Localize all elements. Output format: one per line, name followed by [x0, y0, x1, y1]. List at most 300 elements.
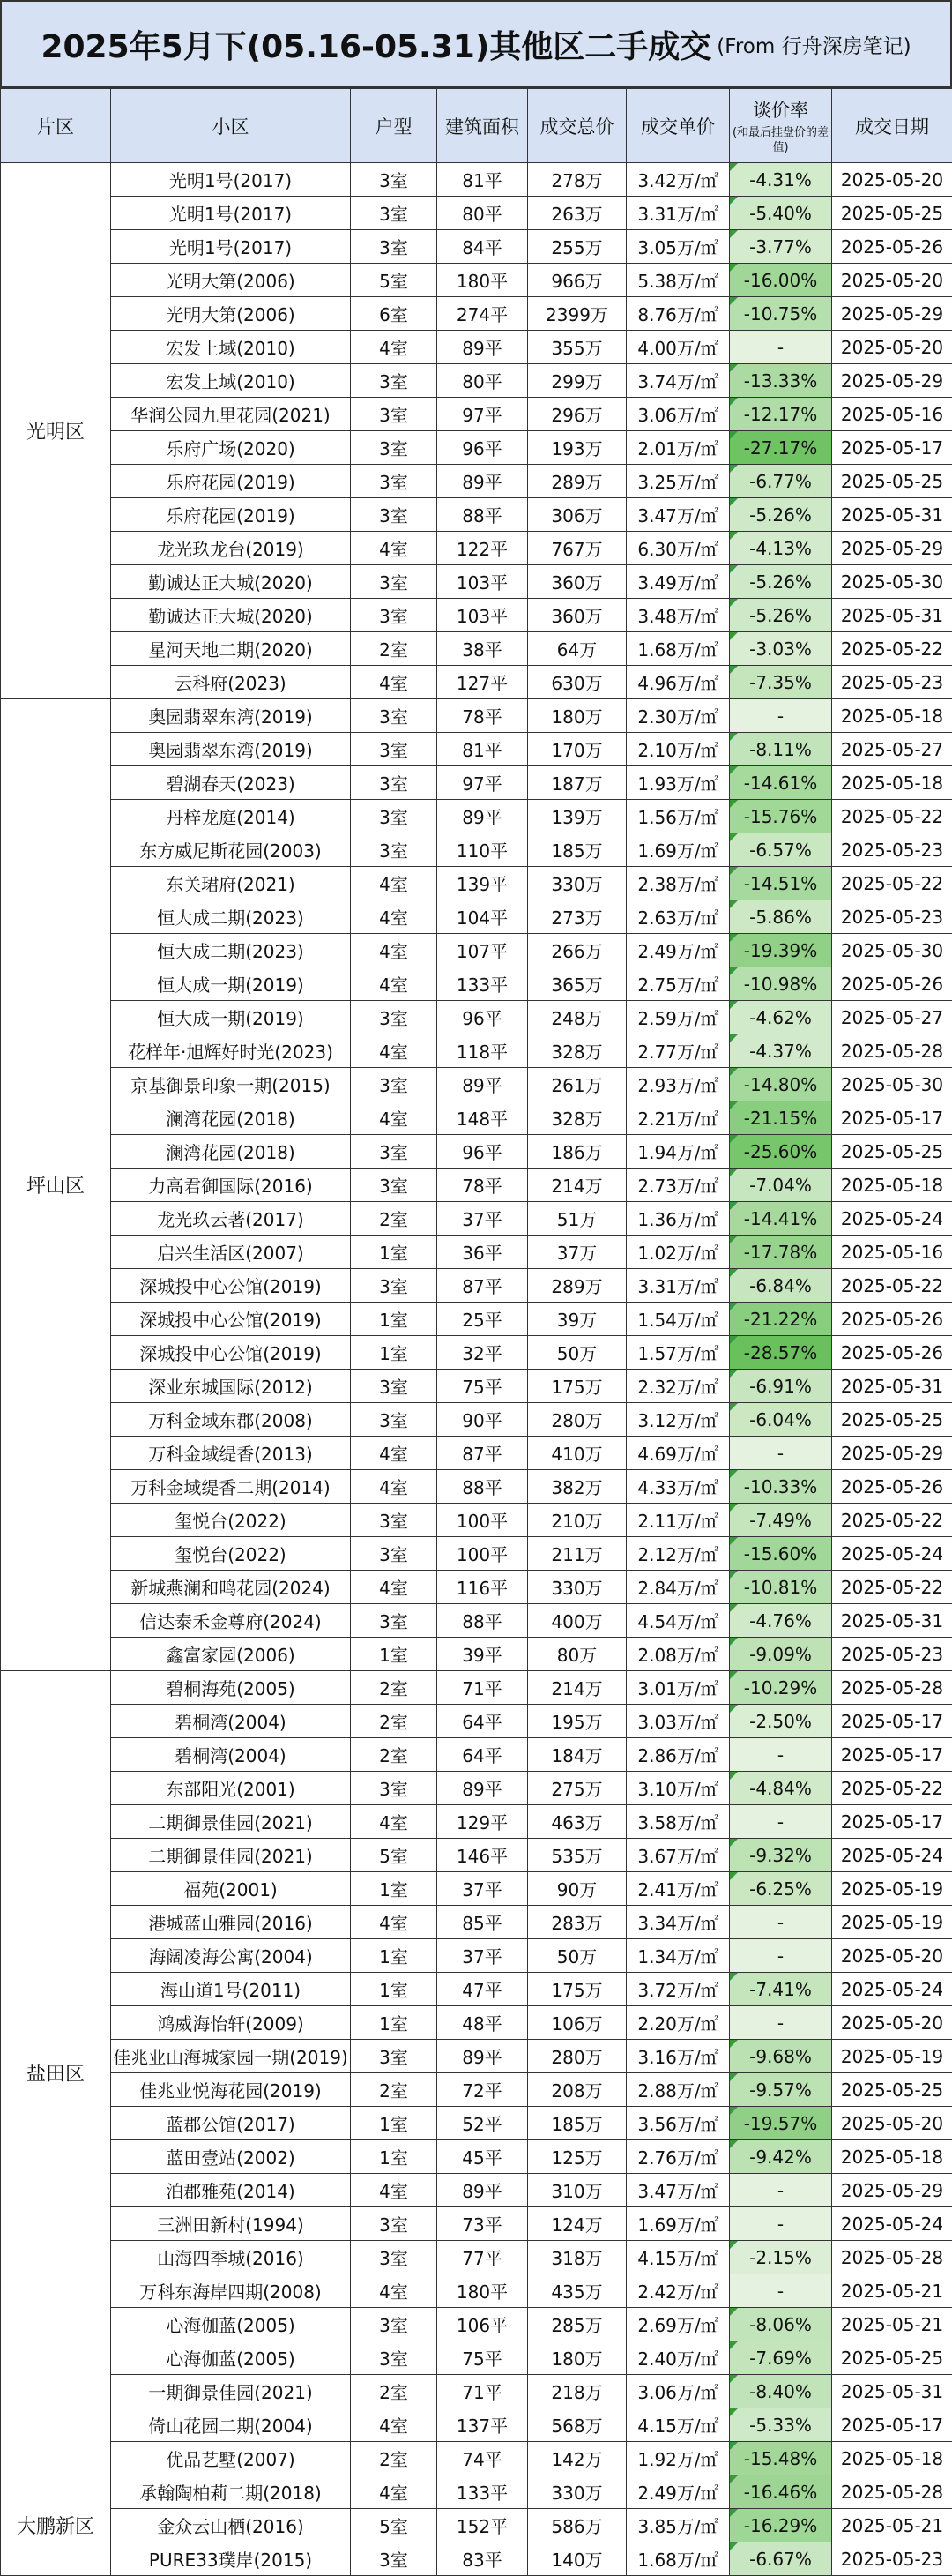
discount-value: -10.33%	[744, 1476, 817, 1497]
discount-value: -10.98%	[744, 974, 817, 995]
community-cell: 恒大成一期(2019)	[111, 967, 351, 1001]
discount-cell	[730, 1738, 832, 1772]
community-cell: 碧桐海苑(2005)	[111, 1671, 351, 1705]
discount-cell	[730, 833, 832, 867]
discount-marker	[730, 766, 738, 774]
unit-cell: 4.69万/㎡	[627, 1437, 730, 1470]
table-row	[1, 1571, 952, 1604]
area-cell: 39平	[437, 1638, 528, 1671]
table-row	[1, 900, 952, 934]
date-cell: 2025-05-30	[832, 1068, 952, 1101]
discount-cell	[730, 1303, 832, 1336]
community-cell: 万科金域东郡(2008)	[111, 1403, 351, 1437]
total-cell: 142万	[528, 2442, 627, 2475]
table-row	[1, 1604, 952, 1638]
rooms-cell: 1室	[351, 2107, 437, 2140]
discount-cell	[730, 766, 832, 800]
total-cell: 195万	[528, 1705, 627, 1738]
table-row	[1, 1839, 952, 1872]
discount-cell	[730, 264, 832, 297]
rooms-cell: 1室	[351, 2140, 437, 2174]
date-cell: 2025-05-25	[832, 197, 952, 230]
discount-cell	[730, 1370, 832, 1403]
discount-marker	[730, 1068, 738, 1076]
date-cell: 2025-05-26	[832, 1336, 952, 1370]
rooms-cell: 2室	[351, 1705, 437, 1738]
date-cell: 2025-05-22	[832, 632, 952, 666]
community-cell: 二期御景佳园(2021)	[111, 1839, 351, 1872]
unit-cell: 3.01万/㎡	[627, 1671, 730, 1705]
rooms-cell: 4室	[351, 1034, 437, 1068]
area-cell: 89平	[437, 2174, 528, 2207]
unit-cell: 1.94万/㎡	[627, 1135, 730, 1169]
discount-value: -16.29%	[744, 2515, 817, 2536]
date-cell: 2025-05-18	[832, 2140, 952, 2174]
unit-cell: 1.93万/㎡	[627, 766, 730, 800]
table-row	[1, 1202, 952, 1236]
community-cell: 恒大成二期(2023)	[111, 934, 351, 967]
unit-cell: 1.34万/㎡	[627, 1939, 730, 1973]
community-cell: 云科府(2023)	[111, 666, 351, 699]
discount-cell	[730, 1202, 832, 1236]
discount-marker	[730, 934, 738, 942]
date-cell: 2025-05-31	[832, 599, 952, 632]
discount-cell	[730, 1403, 832, 1437]
table-row	[1, 2207, 952, 2241]
community-cell: 佳兆业山海城家园一期(2019)	[111, 2040, 351, 2073]
discount-value: -	[777, 2281, 784, 2302]
total-cell: 586万	[528, 2509, 627, 2542]
community-cell: 二期御景佳园(2021)	[111, 1805, 351, 1839]
discount-cell	[730, 867, 832, 900]
area-cell: 74平	[437, 2442, 528, 2475]
discount-cell	[730, 1236, 832, 1269]
total-cell: 193万	[528, 431, 627, 465]
area-cell: 38平	[437, 632, 528, 666]
unit-cell: 2.38万/㎡	[627, 867, 730, 900]
discount-cell	[730, 1001, 832, 1034]
rooms-cell: 3室	[351, 364, 437, 398]
community-cell: 心海伽蓝(2005)	[111, 2308, 351, 2341]
date-cell: 2025-05-22	[832, 800, 952, 833]
discount-cell	[730, 565, 832, 599]
total-cell: 185万	[528, 2107, 627, 2140]
total-cell: 410万	[528, 1437, 627, 1470]
discount-cell	[730, 967, 832, 1001]
community-cell: 承翰陶柏莉二期(2018)	[111, 2475, 351, 2509]
date-cell: 2025-05-20	[832, 2107, 952, 2140]
table-row	[1, 1135, 952, 1169]
table-row	[1, 1370, 952, 1403]
discount-marker	[730, 465, 738, 473]
community-cell: 新城燕澜和鸣花园(2024)	[111, 1571, 351, 1604]
unit-cell: 2.59万/㎡	[627, 1001, 730, 1034]
unit-cell: 2.69万/㎡	[627, 2308, 730, 2341]
unit-cell: 3.85万/㎡	[627, 2509, 730, 2542]
discount-value: -13.33%	[744, 370, 817, 392]
area-cell: 116平	[437, 1571, 528, 1604]
discount-value: -21.22%	[744, 1309, 817, 1330]
unit-cell: 1.68万/㎡	[627, 2542, 730, 2576]
unit-cell: 2.42万/㎡	[627, 2274, 730, 2308]
rooms-cell: 3室	[351, 1370, 437, 1403]
discount-value: -7.35%	[749, 672, 812, 693]
unit-cell: 2.21万/㎡	[627, 1101, 730, 1135]
area-cell: 274平	[437, 297, 528, 331]
discount-cell	[730, 465, 832, 498]
community-cell: 优品艺墅(2007)	[111, 2442, 351, 2475]
discount-value: -	[777, 1811, 784, 1833]
rooms-cell: 3室	[351, 230, 437, 264]
unit-cell: 2.32万/㎡	[627, 1370, 730, 1403]
discount-marker	[730, 967, 738, 975]
discount-marker	[730, 364, 738, 372]
table-row	[1, 1001, 952, 1034]
date-cell: 2025-05-25	[832, 2073, 952, 2107]
unit-cell: 3.56万/㎡	[627, 2107, 730, 2140]
total-cell: 64万	[528, 632, 627, 666]
header-unit: 成交单价	[627, 89, 730, 163]
discount-marker	[730, 1101, 738, 1109]
discount-cell	[730, 2308, 832, 2341]
discount-marker	[730, 867, 738, 875]
discount-cell	[730, 1571, 832, 1604]
header-discount-note: (和最后挂盘价的差值)	[730, 125, 831, 155]
rooms-cell: 2室	[351, 2375, 437, 2408]
community-cell: 海阔凌海公寓(2004)	[111, 1939, 351, 1973]
total-cell: 365万	[528, 967, 627, 1001]
discount-cell	[730, 498, 832, 532]
unit-cell: 3.12万/㎡	[627, 1403, 730, 1437]
header-discount-label: 谈价率	[753, 100, 808, 121]
discount-value: -5.26%	[749, 571, 812, 593]
discount-marker	[730, 632, 738, 640]
unit-cell: 3.25万/㎡	[627, 465, 730, 498]
discount-marker	[730, 1403, 738, 1411]
discount-cell	[730, 2408, 832, 2442]
discount-value: -6.77%	[749, 471, 812, 492]
discount-marker	[730, 2442, 738, 2450]
date-cell: 2025-05-22	[832, 867, 952, 900]
total-cell: 106万	[528, 2006, 627, 2040]
unit-cell: 3.06万/㎡	[627, 398, 730, 431]
discount-marker	[730, 1169, 738, 1176]
discount-cell	[730, 2107, 832, 2140]
discount-marker	[730, 230, 738, 238]
community-cell: 蓝郡公馆(2017)	[111, 2107, 351, 2140]
table-row	[1, 2475, 952, 2509]
discount-marker	[730, 900, 738, 908]
community-cell: PURE33璞岸(2015)	[111, 2542, 351, 2576]
rooms-cell: 3室	[351, 1068, 437, 1101]
date-cell: 2025-05-31	[832, 1370, 952, 1403]
date-cell: 2025-05-26	[832, 1303, 952, 1336]
rooms-cell: 1室	[351, 1303, 437, 1336]
rooms-cell: 3室	[351, 733, 437, 766]
total-cell: 124万	[528, 2207, 627, 2241]
discount-value: -9.42%	[749, 2147, 812, 2168]
discount-marker	[730, 2341, 738, 2349]
date-cell: 2025-05-20	[832, 331, 952, 364]
unit-cell: 1.56万/㎡	[627, 800, 730, 833]
discount-value: -8.11%	[749, 739, 812, 760]
unit-cell: 3.31万/㎡	[627, 197, 730, 230]
area-cell: 148平	[437, 1101, 528, 1135]
total-cell: 175万	[528, 1370, 627, 1403]
rooms-cell: 3室	[351, 1772, 437, 1805]
date-cell: 2025-05-31	[832, 1604, 952, 1638]
discount-value: -4.84%	[749, 1778, 812, 1799]
date-cell: 2025-05-24	[832, 1202, 952, 1236]
discount-cell	[730, 1872, 832, 1906]
table-row	[1, 1169, 952, 1202]
area-cell: 78平	[437, 699, 528, 733]
community-cell: 深业东城国际(2012)	[111, 1370, 351, 1403]
table-row	[1, 867, 952, 900]
area-cell: 87平	[437, 1437, 528, 1470]
community-cell: 万科东海岸四期(2008)	[111, 2274, 351, 2308]
community-cell: 佳兆业悦海花园(2019)	[111, 2073, 351, 2107]
table-row	[1, 2140, 952, 2174]
area-cell: 103平	[437, 565, 528, 599]
table-row	[1, 2107, 952, 2140]
page-title: 2025年5月下(05.16-05.31)其他区二手成交	[41, 22, 711, 67]
table-row	[1, 766, 952, 800]
discount-marker	[730, 532, 738, 540]
discount-cell	[730, 2274, 832, 2308]
discount-marker	[730, 1370, 738, 1378]
unit-cell: 1.92万/㎡	[627, 2442, 730, 2475]
date-cell: 2025-05-28	[832, 1671, 952, 1705]
community-cell: 港城蓝山雅园(2016)	[111, 1906, 351, 1939]
discount-cell	[730, 1939, 832, 1973]
unit-cell: 8.76万/㎡	[627, 297, 730, 331]
discount-marker	[730, 2408, 738, 2416]
discount-value: -16.00%	[744, 270, 817, 291]
area-cell: 152平	[437, 2509, 528, 2542]
rooms-cell: 3室	[351, 465, 437, 498]
discount-cell	[730, 1135, 832, 1169]
total-cell: 208万	[528, 2073, 627, 2107]
table-row	[1, 2542, 952, 2576]
discount-marker	[730, 264, 738, 272]
total-cell: 535万	[528, 1839, 627, 1872]
community-cell: 奥园翡翠东湾(2019)	[111, 733, 351, 766]
unit-cell: 4.33万/㎡	[627, 1470, 730, 1504]
community-cell: 倚山花园二期(2004)	[111, 2408, 351, 2442]
area-cell: 81平	[437, 163, 528, 197]
area-cell: 180平	[437, 264, 528, 297]
rooms-cell: 4室	[351, 934, 437, 967]
date-cell: 2025-05-25	[832, 465, 952, 498]
discount-value: -6.04%	[749, 1409, 812, 1430]
table-row	[1, 1336, 952, 1370]
discount-cell	[730, 2241, 832, 2274]
area-cell: 45平	[437, 2140, 528, 2174]
discount-cell	[730, 1705, 832, 1738]
unit-cell: 3.31万/㎡	[627, 1269, 730, 1303]
unit-cell: 2.41万/㎡	[627, 1872, 730, 1906]
date-cell: 2025-05-25	[832, 1403, 952, 1437]
unit-cell: 2.77万/㎡	[627, 1034, 730, 1068]
rooms-cell: 3室	[351, 1269, 437, 1303]
discount-cell	[730, 1336, 832, 1370]
discount-cell	[730, 431, 832, 465]
rooms-cell: 4室	[351, 867, 437, 900]
area-cell: 89平	[437, 465, 528, 498]
rooms-cell: 3室	[351, 398, 437, 431]
area-cell: 81平	[437, 733, 528, 766]
rooms-cell: 2室	[351, 2442, 437, 2475]
area-cell: 80平	[437, 364, 528, 398]
total-cell: 400万	[528, 1604, 627, 1638]
discount-cell	[730, 2140, 832, 2174]
discount-cell	[730, 1772, 832, 1805]
area-cell: 106平	[437, 2308, 528, 2341]
date-cell: 2025-05-20	[832, 264, 952, 297]
community-cell: 东方威尼斯花园(2003)	[111, 833, 351, 867]
total-cell: 328万	[528, 1034, 627, 1068]
total-cell: 175万	[528, 1973, 627, 2006]
discount-value: -2.50%	[749, 1711, 812, 1732]
discount-cell	[730, 2341, 832, 2375]
date-cell: 2025-05-17	[832, 1738, 952, 1772]
table-row	[1, 666, 952, 699]
table-row	[1, 2040, 952, 2073]
discount-marker	[730, 1872, 738, 1880]
date-cell: 2025-05-22	[832, 1772, 952, 1805]
discount-marker	[730, 1470, 738, 1478]
table-row	[1, 2006, 952, 2040]
area-cell: 32平	[437, 1336, 528, 1370]
total-cell: 306万	[528, 498, 627, 532]
community-cell: 碧桐湾(2004)	[111, 1705, 351, 1738]
discount-value: -	[777, 1945, 784, 1967]
date-cell: 2025-05-16	[832, 1236, 952, 1269]
discount-value: -9.32%	[749, 1845, 812, 1866]
area-cell: 37平	[437, 1872, 528, 1906]
area-cell: 90平	[437, 1403, 528, 1437]
unit-cell: 3.74万/㎡	[627, 364, 730, 398]
date-cell: 2025-05-18	[832, 766, 952, 800]
date-cell: 2025-05-24	[832, 1973, 952, 2006]
discount-cell	[730, 2073, 832, 2107]
unit-cell: 2.08万/㎡	[627, 1638, 730, 1671]
table-row	[1, 1269, 952, 1303]
community-cell: 澜湾花园(2018)	[111, 1135, 351, 1169]
area-cell: 84平	[437, 230, 528, 264]
page-subtitle: (From 行舟深房笔记)	[717, 30, 911, 59]
discount-cell	[730, 1269, 832, 1303]
table-row	[1, 2241, 952, 2274]
community-cell: 万科金域缇香(2013)	[111, 1437, 351, 1470]
discount-value: -12.17%	[744, 404, 817, 425]
discount-cell	[730, 2509, 832, 2542]
date-cell: 2025-05-28	[832, 1034, 952, 1068]
community-cell: 玺悦台(2022)	[111, 1504, 351, 1537]
total-cell: 278万	[528, 163, 627, 197]
header-total: 成交总价	[528, 89, 627, 163]
discount-value: -14.61%	[744, 773, 817, 794]
discount-value: -	[777, 1744, 784, 1766]
discount-value: -15.76%	[744, 806, 817, 827]
unit-cell: 3.05万/㎡	[627, 230, 730, 264]
discount-value: -17.78%	[744, 1242, 817, 1263]
district-cell: 大鹏新区	[1, 2475, 111, 2576]
discount-value: -9.68%	[749, 2046, 812, 2067]
discount-marker	[730, 1236, 738, 1243]
unit-cell: 3.34万/㎡	[627, 1906, 730, 1939]
discount-marker	[730, 1537, 738, 1545]
total-cell: 280万	[528, 2040, 627, 2073]
date-cell: 2025-05-17	[832, 1705, 952, 1738]
area-cell: 87平	[437, 1269, 528, 1303]
discount-marker	[730, 2375, 738, 2383]
table-body	[1, 163, 952, 2576]
table-row	[1, 1705, 952, 1738]
unit-cell: 2.75万/㎡	[627, 967, 730, 1001]
discount-value: -2.15%	[749, 2247, 812, 2268]
discount-marker	[730, 2509, 738, 2517]
total-cell: 310万	[528, 2174, 627, 2207]
total-cell: 330万	[528, 1571, 627, 1604]
area-cell: 118平	[437, 1034, 528, 1068]
rooms-cell: 1室	[351, 1236, 437, 1269]
total-cell: 90万	[528, 1872, 627, 1906]
discount-value: -6.57%	[749, 840, 812, 861]
unit-cell: 1.54万/㎡	[627, 1303, 730, 1336]
discount-marker	[730, 431, 738, 439]
rooms-cell: 3室	[351, 766, 437, 800]
community-cell: 山海四季城(2016)	[111, 2241, 351, 2274]
area-cell: 107平	[437, 934, 528, 967]
discount-value: -8.06%	[749, 2314, 812, 2335]
rooms-cell: 2室	[351, 2073, 437, 2107]
date-cell: 2025-05-20	[832, 163, 952, 197]
discount-cell	[730, 2442, 832, 2475]
rooms-cell: 4室	[351, 532, 437, 565]
discount-cell	[730, 230, 832, 264]
rooms-cell: 2室	[351, 1671, 437, 1705]
date-cell: 2025-05-26	[832, 1470, 952, 1504]
rooms-cell: 3室	[351, 2308, 437, 2341]
unit-cell: 2.63万/㎡	[627, 900, 730, 934]
discount-cell	[730, 1604, 832, 1638]
table-row	[1, 431, 952, 465]
table-row	[1, 465, 952, 498]
total-cell: 285万	[528, 2308, 627, 2341]
unit-cell: 2.01万/㎡	[627, 431, 730, 465]
date-cell: 2025-05-25	[832, 2341, 952, 2375]
total-cell: 280万	[528, 1403, 627, 1437]
discount-marker	[730, 1571, 738, 1579]
header-rooms: 户型	[351, 89, 437, 163]
discount-value: -19.57%	[744, 2113, 817, 2134]
table-row	[1, 331, 952, 364]
area-cell: 96平	[437, 431, 528, 465]
rooms-cell: 2室	[351, 632, 437, 666]
area-cell: 100平	[437, 1504, 528, 1537]
community-cell: 宏发上域(2010)	[111, 364, 351, 398]
discount-value: -7.49%	[749, 1510, 812, 1531]
rooms-cell: 3室	[351, 498, 437, 532]
rooms-cell: 4室	[351, 1101, 437, 1135]
table-row	[1, 498, 952, 532]
unit-cell: 2.93万/㎡	[627, 1068, 730, 1101]
area-cell: 73平	[437, 2207, 528, 2241]
discount-value: -5.26%	[749, 605, 812, 626]
table-row	[1, 599, 952, 632]
